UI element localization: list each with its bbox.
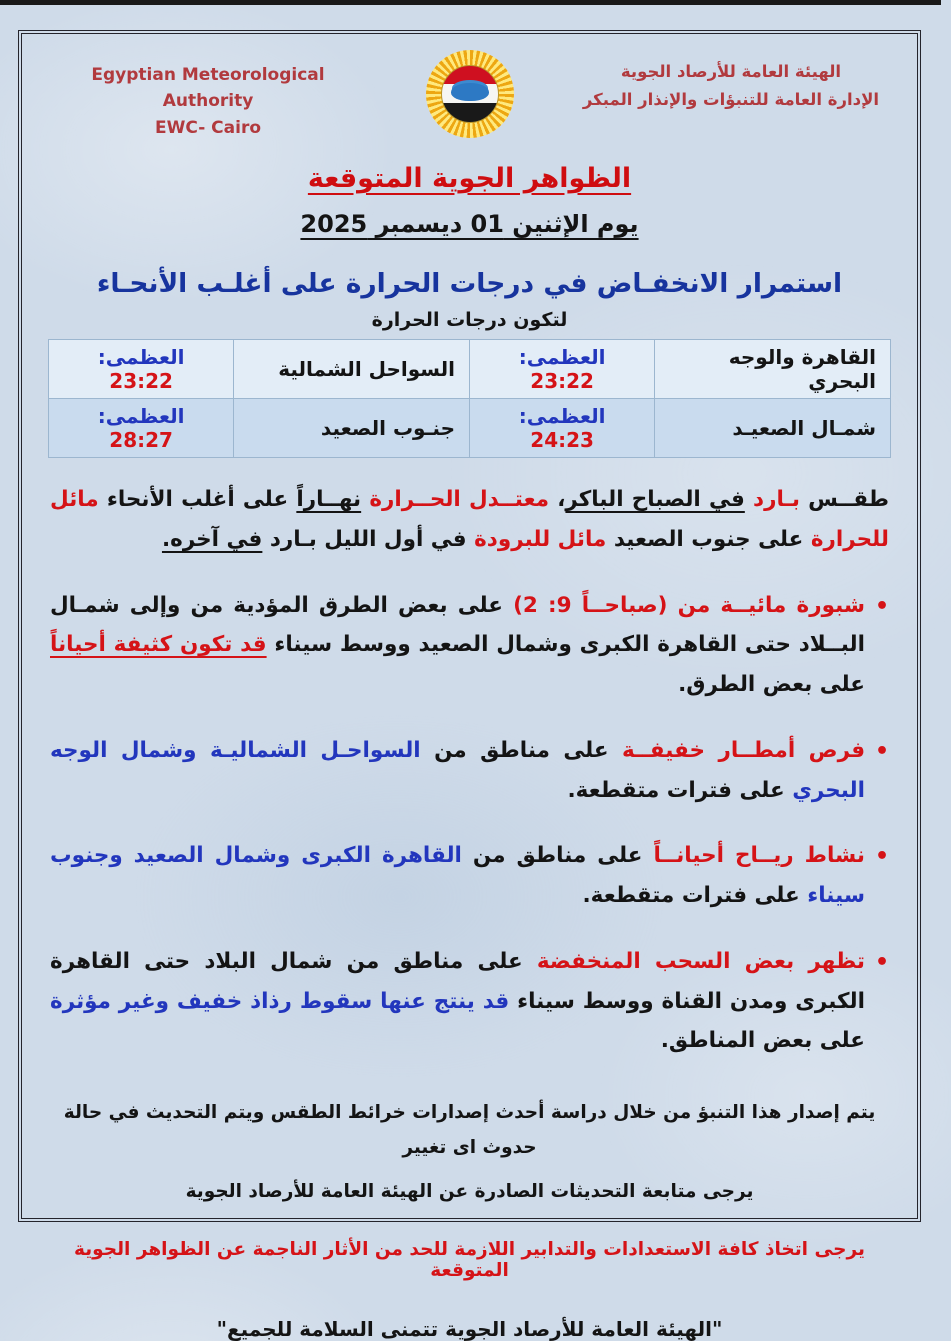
- max-label: العظمى:: [97, 404, 185, 429]
- text-segment: مائل للحرارة: [50, 487, 889, 552]
- text-segment: على مناطق من شمال البلاد حتى القاهرة الكبرى ومدن القناة ووسط سيناء: [50, 948, 865, 1014]
- text-segment: مائل للبرودة: [466, 526, 607, 552]
- text-segment: شبورة مائيــة من: [667, 592, 865, 618]
- text-segment: نهــاراً: [296, 487, 362, 513]
- region-cell: جنـوب الصعيد: [234, 399, 470, 458]
- text-segment: في آخره.: [161, 526, 263, 552]
- region-cell: السواحل الشمالية: [234, 340, 470, 399]
- section-title: استمرار الانخفـاض في درجات الحرارة على أغلـب الأنحـاء: [96, 268, 843, 300]
- region-cell: شمـال الصعيـد: [655, 399, 891, 458]
- bullet-text: [50, 843, 865, 908]
- header-arabic-block: [571, 48, 891, 114]
- table-row: [49, 340, 891, 399]
- temperatures-subtitle: لتكون درجات الحرارة: [371, 309, 568, 332]
- bullet-dot-icon: •: [874, 844, 889, 870]
- bullet-text: [50, 593, 865, 698]
- egypt-flag-disc-icon: [441, 65, 499, 123]
- bullet-dot-icon: •: [874, 738, 889, 764]
- text-segment: بـارد: [744, 487, 800, 513]
- bullet-text: [50, 949, 865, 1054]
- bullet-dot-icon: •: [874, 949, 889, 975]
- max-label: العظمى:: [97, 345, 185, 370]
- dept-name-arabic: الإدارة العامة للتنبؤات والإنذار المبكر: [582, 90, 880, 110]
- temperature-table-body: [49, 340, 891, 458]
- scan-top-edge-line: [0, 0, 941, 5]
- text-segment: على بعض المناطق.: [660, 1028, 865, 1054]
- precautions-warning: يرجى اتخاذ كافة الاستعدادات والتدابير اللازمة للحد من الأثار الناجمة عن الظواهر الجوية المتوقعة: [74, 1238, 865, 1281]
- org-name-arabic: الهيئة العامة للأرصاد الجوية: [620, 62, 842, 81]
- text-segment: على فترات متقطعة.: [582, 883, 800, 909]
- text-segment: على أغلب الأنحاء: [98, 487, 297, 513]
- text-segment: معتــدل الحــرارة: [361, 487, 550, 513]
- header: [48, 48, 891, 141]
- temperature-cell: [49, 399, 234, 458]
- temperature-value: 23:22: [109, 369, 173, 394]
- text-segment: السواحـل الشماليـة وشمال الوجه البحري: [50, 737, 865, 803]
- text-segment: فرص أمطــار خفيفــة: [608, 737, 866, 763]
- temperature-value: 23:22: [530, 369, 594, 394]
- temperature-cell: [470, 340, 655, 399]
- bullet-dot-icon: •: [874, 593, 889, 619]
- text-segment: (2 :9 صباحــاً): [513, 592, 668, 618]
- table-row: [49, 399, 891, 458]
- text-segment: ،: [549, 487, 566, 513]
- region-cell: القاهرة والوجه البحري: [655, 340, 891, 399]
- temperature-cell: [470, 399, 655, 458]
- forecast-bullet-rain: [50, 731, 889, 811]
- header-english-block: [48, 48, 368, 141]
- cloud-icon: [451, 83, 489, 101]
- temperature-table: [48, 339, 891, 458]
- max-label: العظمى:: [518, 345, 606, 370]
- page-title: الظواهر الجوية المتوقعة: [307, 163, 632, 195]
- text-segment: قد ينتج عنها سقوط رذاذ خفيف وغير مؤثرة: [50, 988, 510, 1014]
- forecast-bullet-clouds: [50, 942, 889, 1061]
- text-segment: على بعض الطرق المؤدية من وإلى شمـال البــلاد حتى القاهرة الكبرى وشمال الصعيد ووسط سيناء: [50, 592, 865, 658]
- forecast-bullet-wind: [50, 836, 889, 916]
- text-segment: على مناطق من: [461, 843, 643, 869]
- text-segment: على جنوب الصعيد: [606, 526, 804, 552]
- text-segment: نشاط ريــاح أحيانــاً: [642, 843, 865, 869]
- org-name-english: Egyptian Meteorological Authority: [91, 65, 325, 112]
- forecast-date: يوم الإثنين 01 ديسمبر 2025: [300, 210, 639, 239]
- text-segment: في أول الليل بـارد: [262, 526, 467, 552]
- text-segment: تظهر بعض السحب المنخفضة: [522, 948, 865, 974]
- temperature-cell: [49, 340, 234, 399]
- max-label: العظمى:: [518, 404, 606, 429]
- text-segment: في الصباح الباكر: [565, 487, 745, 513]
- text-segment: على بعض الطرق.: [678, 672, 865, 698]
- text-segment: على مناطق من: [420, 737, 609, 763]
- temperature-value: 28:27: [109, 428, 173, 453]
- temperature-value: 24:23: [530, 428, 594, 453]
- text-segment: طقــس: [799, 487, 889, 513]
- document-frame: [18, 30, 921, 1341]
- closing-wish: "الهيئة العامة للأرصاد الجوية تتمنى السلامة للجميع": [216, 1316, 723, 1341]
- text-segment: قد تكون كثيفة أحياناً: [50, 632, 267, 658]
- updates-note: يرجى متابعة التحديثات الصادرة عن الهيئة العامة للأرصاد الجوية: [185, 1180, 754, 1202]
- bullet-text: [50, 738, 865, 803]
- weather-summary-paragraph: [50, 480, 889, 560]
- text-segment: على فترات متقطعة.: [567, 777, 785, 803]
- issuance-note: يتم إصدار هذا التنبؤ من خلال دراسة أحدث إصدارات خرائط الطقس ويتم التحديث في حالة حدوث اى تغيير: [63, 1102, 876, 1159]
- text-segment: القاهرة الكبرى وشمال الصعيد وجنوب سيناء: [50, 843, 865, 909]
- forecast-bullet-fog: [50, 586, 889, 705]
- org-location-english: EWC- Cairo: [154, 117, 262, 138]
- ema-logo-icon: [426, 50, 514, 138]
